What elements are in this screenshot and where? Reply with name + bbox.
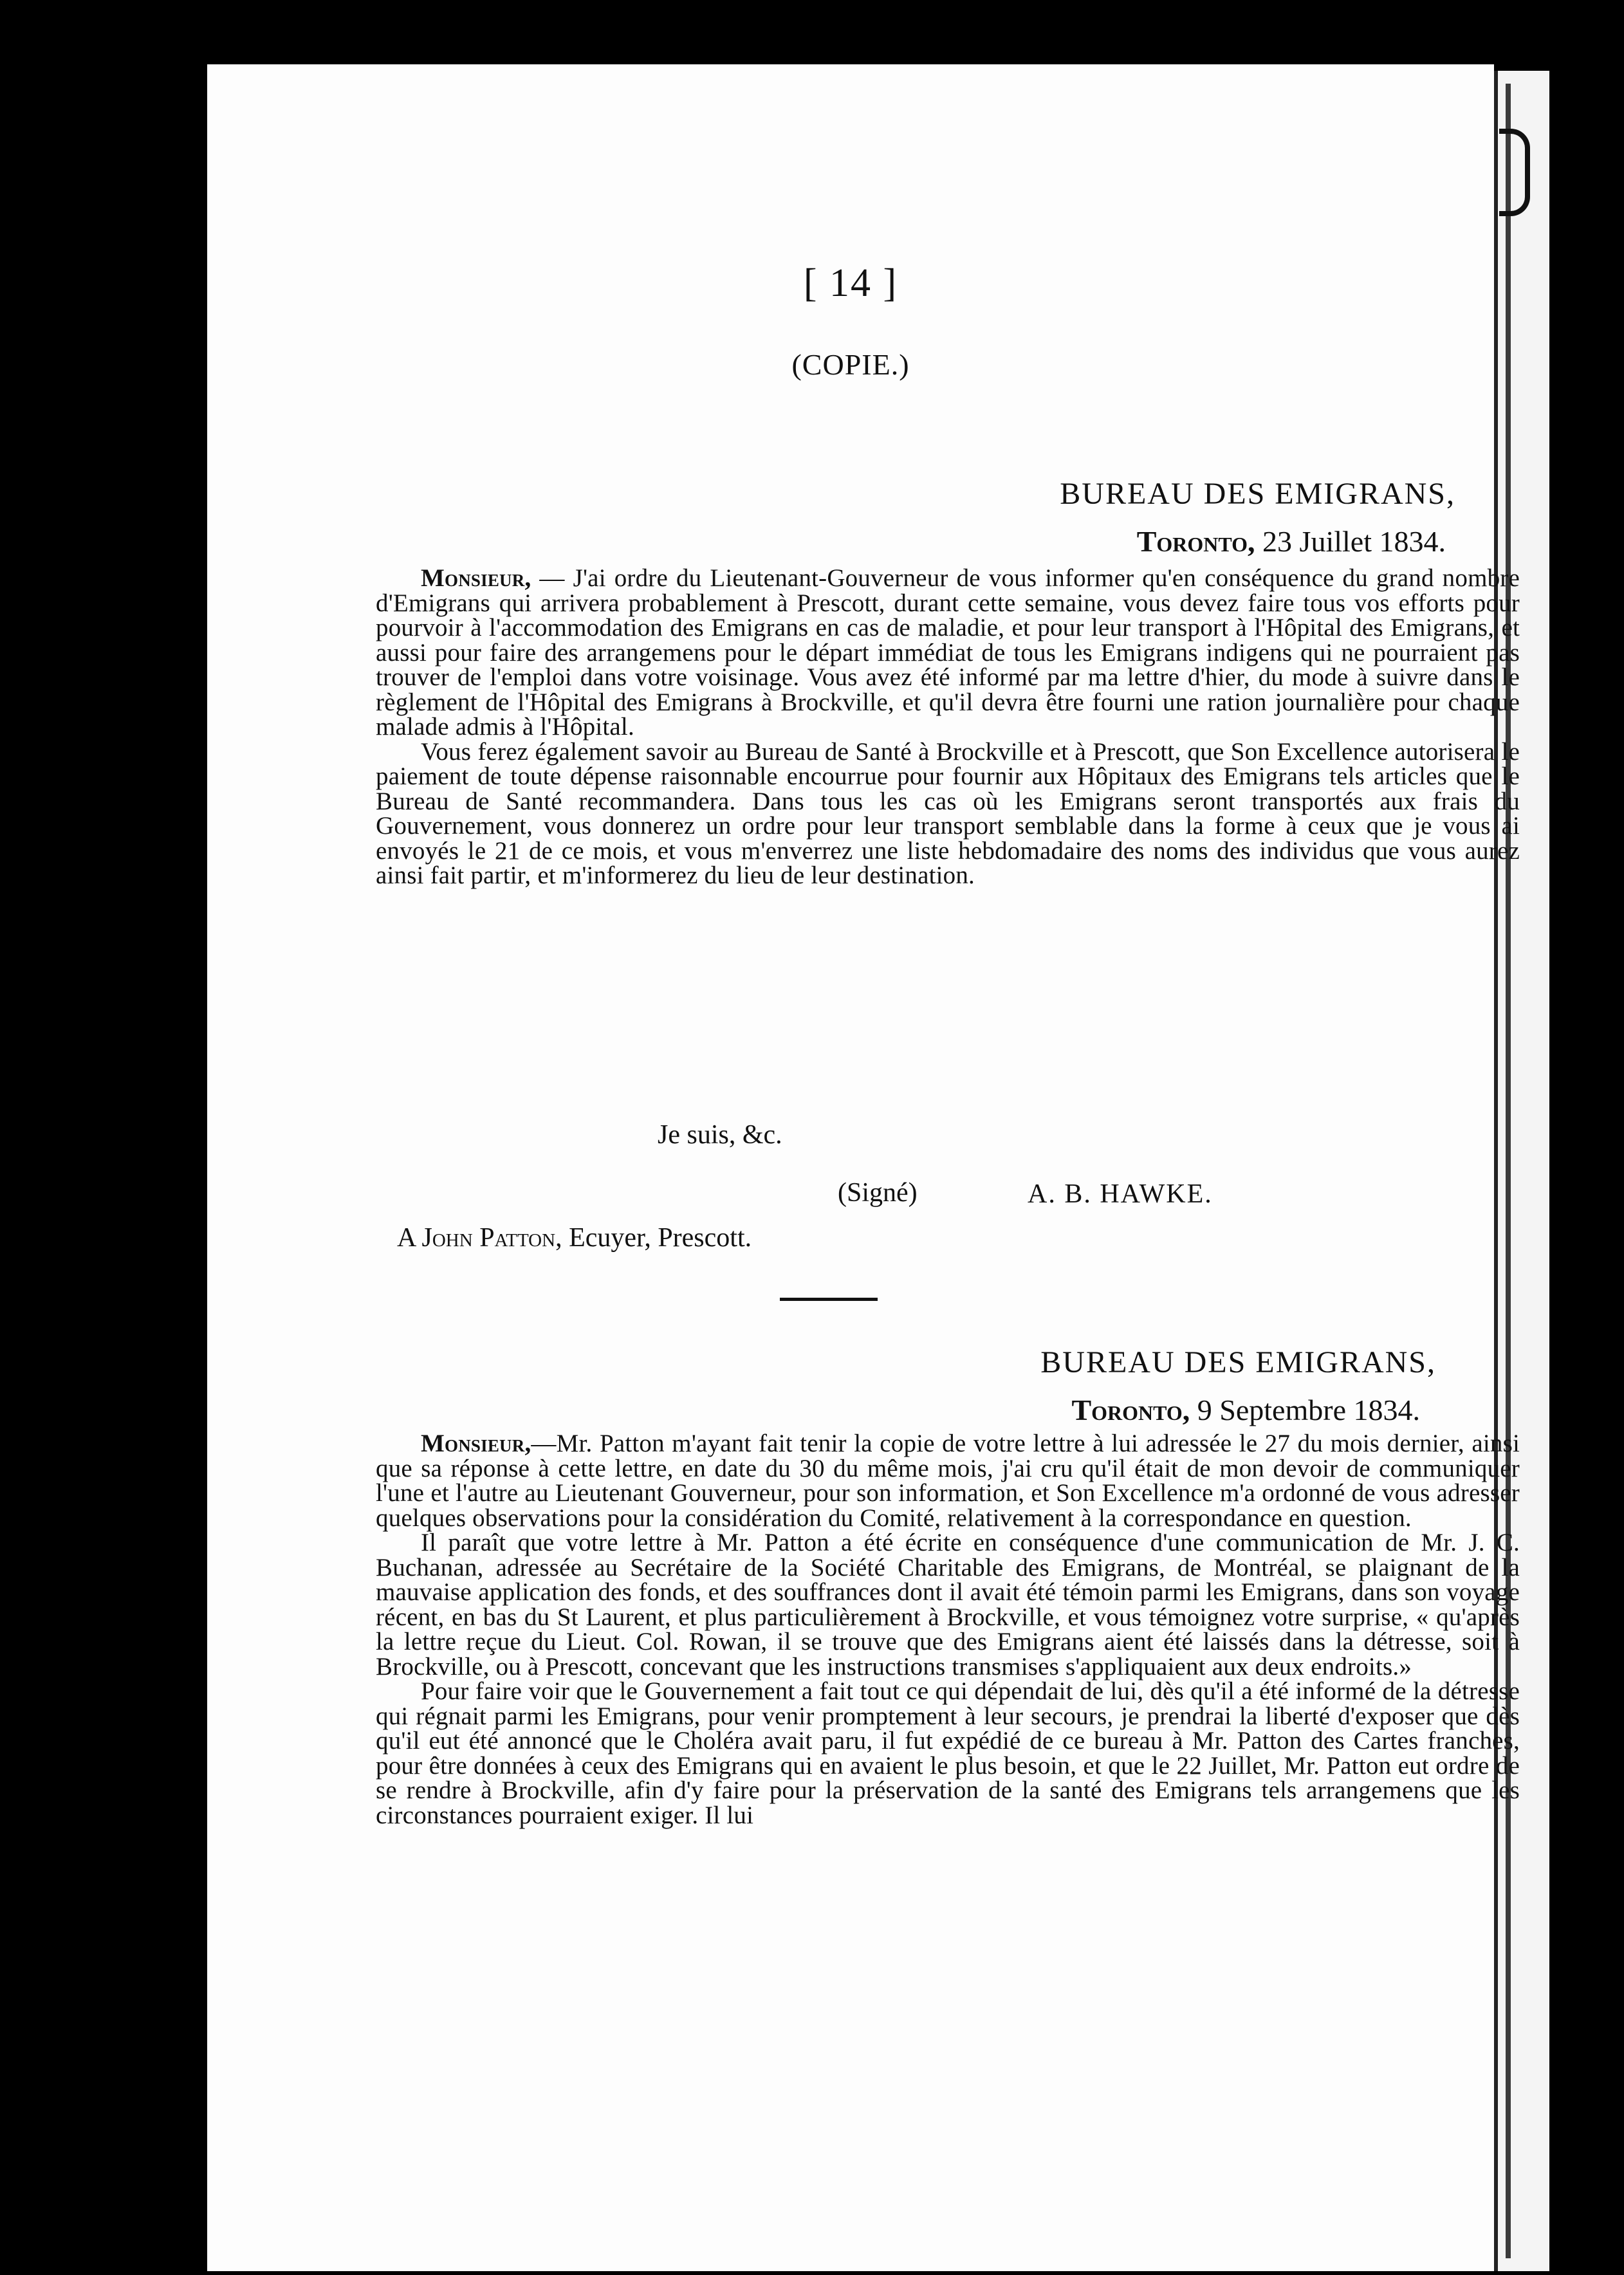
- letter1-addressee: A John Patton, Ecuyer, Prescott.: [397, 1223, 752, 1253]
- letter1-date: 23 Juillet 1834.: [1262, 525, 1446, 558]
- copy-heading: (COPIE.): [791, 348, 910, 381]
- letter1-closing: Je suis, &c.: [658, 1120, 782, 1150]
- letter1-signed: (Signé): [838, 1178, 918, 1208]
- adjacent-page-edge: [1494, 71, 1549, 2271]
- letter1-place: Toronto,: [1136, 525, 1255, 558]
- letter2-salutation: Monsieur,: [421, 1430, 531, 1457]
- letter2-body: [376, 1432, 1520, 1828]
- letter2-place: Toronto,: [1071, 1394, 1190, 1426]
- letter2-place-date: [1071, 1393, 1420, 1427]
- section-divider: [780, 1298, 878, 1301]
- page-number: [ 14 ]: [803, 261, 898, 305]
- document-page: [207, 64, 1520, 2271]
- binding-clip: [1499, 129, 1530, 216]
- letter2-paragraph: Pour faire voir que le Gouvernement a fait tout ce qui dépendait de lui, dès qu'il a été informé de la détresse qui régnait parmi les Emigrans, pour venir promptement à leur secours, je prendrai la liberté d'exposer que dès qu'il eut été annoncé que le Choléra avait paru, il fut expédié de ce bureau à Mr. Patton des Cartes franches, pour être données à ceux des Emigrans qui en avaient le plus besoin, et que le 22 Juillet, Mr. Patton eut ordre de se rendre à Brockville, afin d'y faire pour la préservation de la santé des Emigrans tels arrangemens que les circonstances pourraient exiger. Il lui: [376, 1677, 1520, 1829]
- letter1-place-date: [1137, 524, 1446, 558]
- letter2-office: BUREAU DES EMIGRANS,: [1040, 1345, 1436, 1379]
- letter1-signatory: A. B. HAWKE.: [1028, 1179, 1213, 1209]
- letter1-office: BUREAU DES EMIGRANS,: [1060, 477, 1455, 511]
- letter2-paragraph: Il paraît que votre lettre à Mr. Patton a été écrite en conséquence d'une communication de Mr. J. C. Buchanan, adressée au Secrétaire de la Société Charitable des Emigrans, de Montréal, se plaignant de la mauvaise application des fonds, et des souffrances dont il avait été témoin parmi les Emigrans, dans son voyage récent, en bas du St Laurent, et plus particulièrement à Brockville, et vous témoignez votre surprise, « qu'après la lettre reçue du Lieut. Col. Rowan, il se trouve que des Emigrans aient été laissés dans la détresse, soit à Brockville, ou à Prescott, concevant que les instructions transmises s'appliquaient aux deux endroits.»: [376, 1529, 1520, 1681]
- letter2-date: 9 Septembre 1834.: [1197, 1394, 1420, 1426]
- letter2-paragraph: Monsieur,—Mr. Patton m'ayant fait tenir la copie de votre lettre à lui adressée le 27 du mois dernier, ainsi que sa réponse à cette lettre, en date du 30 du même mois, j'ai cru qu'il était de mon devoir de communiquer l'une et l'autre au Lieutenant Gouverneur, pour son information, et Son Excellence m'a ordonné de vous adresser quelques observations pour la considération du Comité, relativement à la correspondance en question.: [376, 1430, 1520, 1532]
- letter1-body: [376, 566, 1520, 889]
- letter1-paragraph: Vous ferez également savoir au Bureau de Santé à Brockville et à Prescott, que Son Excellence autorisera le paiement de toute dépense raisonnable encourrue pour fournir aux Hôpitaux des Emigrans tels articles que le Bureau de Santé recommandera. Dans tous les cas où les Emigrans seront transportés aux frais du Gouvernement, vous donnerez un ordre pour leur transport semblable dans la forme à ceux que je vous ai envoyés le 21 de ce mois, et vous m'enverrez une liste hebdomadaire des noms des individus que vous aurez ainsi fait partir, et m'informerez du lieu de leur destination.: [376, 737, 1520, 889]
- binding-line: [1506, 84, 1511, 2258]
- letter1-paragraph: Monsieur, — J'ai ordre du Lieutenant-Gouverneur de vous informer qu'en conséquence du grand nombre d'Emigrans qui arrivera probablement à Prescott, durant cette semaine, vous devez faire tous vos efforts pour pourvoir à l'accommodation des Emigrans en cas de maladie, et pour leur transport à l'Hôpital des Emigrans, et aussi pour faire des arrangemens pour le départ immédiat de tous les Emigrans indigens qui ne pourraient pas trouver de l'emploi dans votre voisinage. Vous avez été informé par ma lettre d'hier, du mode à suivre dans le règlement de l'Hôpital des Emigrans à Brockville, et qu'il devra être fourni une ration journalière pour chaque malade admis à l'Hôpital.: [376, 564, 1520, 741]
- letter1-salutation: Monsieur,: [421, 564, 531, 592]
